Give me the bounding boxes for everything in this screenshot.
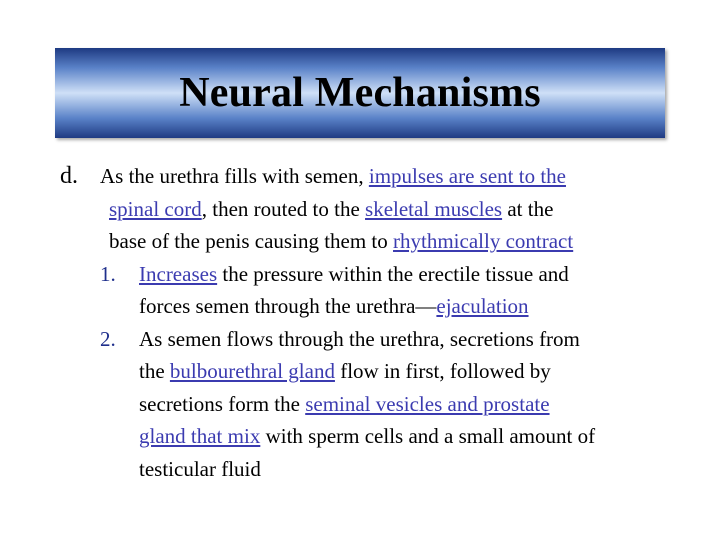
item-d-marker: d. bbox=[60, 163, 78, 189]
term-link[interactable]: seminal vesicles and prostate bbox=[305, 391, 550, 416]
term-link[interactable]: impulses are sent to the bbox=[368, 164, 566, 188]
text-line bbox=[139, 290, 529, 323]
text-run: , then routed to the bbox=[201, 196, 366, 221]
text-run: base of the penis causing them to bbox=[109, 229, 394, 253]
text-line bbox=[109, 193, 553, 226]
text-run: at the bbox=[502, 196, 554, 221]
text-run: As semen flows through the urethra, secretions from bbox=[139, 326, 580, 351]
term-link[interactable]: bulbourethral gland bbox=[169, 359, 335, 383]
term-link[interactable]: spinal cord bbox=[109, 196, 202, 221]
text-run: the pressure within the erectile tissue and bbox=[217, 261, 569, 286]
subitem-number: 1. bbox=[100, 261, 116, 286]
term-link[interactable]: skeletal muscles bbox=[365, 196, 503, 221]
text-line bbox=[139, 355, 551, 388]
term-link[interactable]: rhythmically contract bbox=[393, 229, 574, 253]
text-run: forces semen through the urethra— bbox=[139, 294, 437, 318]
text-line bbox=[139, 388, 550, 421]
slide-title: Neural Mechanisms bbox=[179, 70, 541, 116]
term-link[interactable]: gland that mix bbox=[139, 424, 261, 448]
text-line bbox=[100, 160, 566, 193]
text-run: secretions form the bbox=[139, 391, 306, 416]
text-line bbox=[139, 420, 595, 453]
term-link[interactable]: ejaculation bbox=[436, 294, 529, 318]
text-run: As the urethra fills with semen, bbox=[100, 164, 369, 188]
text-line bbox=[139, 323, 580, 356]
text-run: with sperm cells and a small amount of bbox=[260, 424, 596, 448]
term-link[interactable]: Increases bbox=[139, 261, 218, 286]
text-run: the bbox=[139, 359, 170, 383]
title-banner bbox=[55, 48, 665, 138]
subitem-number: 2. bbox=[100, 326, 116, 351]
text-run: flow in first, followed by bbox=[334, 359, 551, 383]
text-line bbox=[139, 258, 569, 291]
text-run: testicular fluid bbox=[139, 456, 261, 481]
text-line bbox=[109, 225, 573, 258]
text-line bbox=[139, 453, 261, 486]
